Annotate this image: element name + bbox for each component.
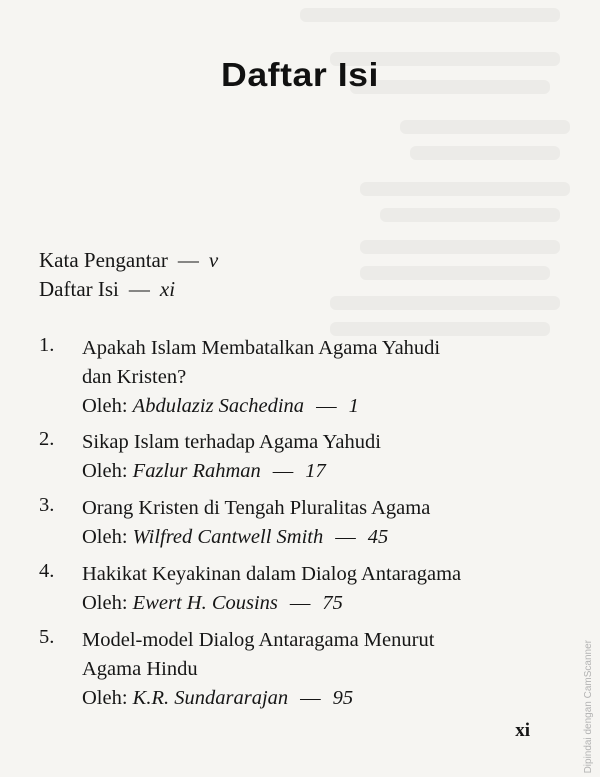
entry-dash: — xyxy=(272,460,294,482)
entry-dash: — xyxy=(335,526,356,548)
author-name: Ewert H. Cousins xyxy=(132,592,278,614)
entry-title-line: Agama Hindu xyxy=(82,658,198,680)
entry-author-line xyxy=(82,684,559,713)
author-name: K.R. Sundararajan xyxy=(132,687,289,709)
entry-title-line: Hakikat Keyakinan dalam Dialog Antaragama xyxy=(82,563,462,585)
entry-title-line: Model-model Dialog Antaragama Menurut xyxy=(82,629,435,651)
entry-number: 2. xyxy=(39,428,55,450)
entry-page-number: 45 xyxy=(367,526,389,548)
front-matter-item[interactable] xyxy=(39,248,218,273)
toc-entry-1[interactable] xyxy=(39,334,559,421)
entry-title-line: Sikap Islam terhadap Agama Yahudi xyxy=(82,431,381,453)
entry-title-line: dan Kristen? xyxy=(82,366,187,388)
front-matter-item[interactable] xyxy=(39,277,175,302)
entry-title-line: Apakah Islam Membatalkan Agama Yahudi xyxy=(82,337,441,359)
entry-page-number: 95 xyxy=(332,687,354,709)
by-label: Oleh: xyxy=(82,460,128,482)
entry-page-number: 75 xyxy=(322,592,343,614)
by-label: Oleh: xyxy=(82,592,128,614)
toc-entry-3[interactable] xyxy=(39,494,559,552)
by-label: Oleh: xyxy=(82,395,128,417)
entry-number: 3. xyxy=(39,494,55,516)
entry-author-line xyxy=(82,589,559,618)
entry-author-line xyxy=(82,523,559,552)
by-label: Oleh: xyxy=(82,687,128,709)
scanner-watermark: Dipindai dengan CamScanner xyxy=(583,640,594,774)
by-label: Oleh: xyxy=(82,526,128,548)
front-matter-dash: — xyxy=(128,277,150,301)
toc-entry-4[interactable] xyxy=(39,560,559,618)
author-name: Wilfred Cantwell Smith xyxy=(132,526,324,548)
entry-page-number: 17 xyxy=(305,460,326,482)
front-matter-page: xi xyxy=(159,277,176,301)
entry-dash: — xyxy=(300,687,321,709)
front-matter-label: Kata Pengantar xyxy=(39,248,168,272)
entry-number: 5. xyxy=(39,626,55,648)
entry-title-line: Orang Kristen di Tengah Pluralitas Agama xyxy=(82,497,431,519)
author-name: Abdulaziz Sachedina xyxy=(132,395,305,417)
page-number-folio: xi xyxy=(515,720,530,741)
author-name: Fazlur Rahman xyxy=(132,460,261,482)
toc-entry-5[interactable] xyxy=(39,626,559,713)
entry-dash: — xyxy=(289,592,311,614)
page-title: Daftar Isi xyxy=(221,56,379,93)
entry-author-line xyxy=(82,457,559,486)
entry-dash: — xyxy=(316,395,337,417)
entry-author-line xyxy=(82,392,559,421)
entry-number: 4. xyxy=(39,560,55,582)
entry-page-number: 1 xyxy=(348,395,359,417)
front-matter-dash: — xyxy=(177,248,199,272)
entry-number: 1. xyxy=(39,334,55,356)
front-matter-label: Daftar Isi xyxy=(39,277,119,301)
toc-entry-2[interactable] xyxy=(39,428,559,486)
front-matter-page: v xyxy=(208,248,219,272)
